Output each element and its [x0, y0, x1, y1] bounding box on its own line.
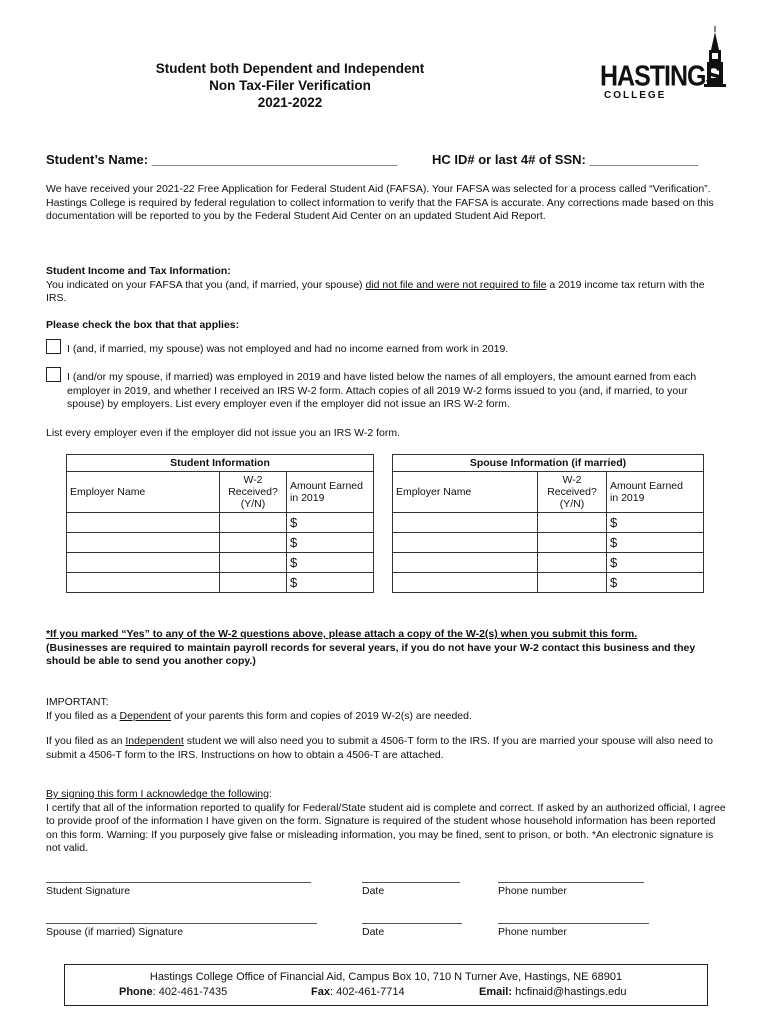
option-1-text: I (and, if married, my spouse) was not employed and had no income earned from work in 2019. [67, 343, 509, 355]
student-signature-label: Student Signature [46, 885, 131, 897]
employer-cell[interactable] [393, 573, 538, 593]
list-note: List every employer even if the employer did not issue you an IRS W-2 form. [46, 427, 401, 439]
independent-text: If you filed as an Independent student we will also need you to submit a 4506-T form to the IRS. If you are married your spouse will also need to submit a 4506-T form to the IRS. Instructions on how to obtain a 4506-T are attached. [46, 735, 713, 761]
signing-section: By signing this form I acknowledge the following: I certify that all of the information reported to qualify for Federal/State student aid is complete and correct. If asked by an authorized official, I agree to provide proof of the information I have given on the form. Signature is required of the student whose household information has been reported on this form. Warning: If you purposely give false or misleading information, you may be fined, sent to prison, or both. *An electronic signature is not valid. [46, 788, 726, 854]
table-row [393, 513, 704, 533]
phone-label: Phone number [498, 926, 567, 938]
col-employer-name: Employer Name [393, 472, 538, 513]
amount-cell[interactable]: $ [287, 553, 374, 573]
important-heading: IMPORTANT: [46, 696, 109, 708]
amount-cell[interactable]: $ [287, 573, 374, 593]
w2-cell[interactable] [220, 533, 287, 553]
w2-cell[interactable] [538, 533, 607, 553]
page-title [120, 60, 460, 111]
date-label: Date [362, 926, 385, 938]
employer-cell[interactable] [67, 573, 220, 593]
table-row [67, 533, 374, 553]
footer-fax: Fax: 402-461-7714 [311, 986, 405, 998]
logo-college: COLLEGE [604, 90, 667, 101]
student-id-field[interactable]: HC ID# or last 4# of SSN: _______________ [432, 152, 698, 167]
option-2-text: I (and/or my spouse, if married) was employed in 2019 and have listed below the names of all employers, the amount earned from each employer in 2019, and whether I received an IRS W-2 form. Attach copies of all 2019 W-2 forms issued to you (and, if married, to your spouse) by employers. List every employer even if the employer did not issue an IRS W-2 form. [67, 371, 697, 410]
amount-cell[interactable]: $ [607, 513, 704, 533]
col-amount-earned: Amount Earned in 2019 [607, 472, 704, 513]
col-w2-received: W-2 Received? (Y/N) [220, 472, 287, 513]
w2-cell[interactable] [538, 513, 607, 533]
w2-cell[interactable] [220, 573, 287, 593]
spouse-signature-line[interactable] [46, 923, 317, 924]
title-line-2: Non Tax-Filer Verification [209, 78, 371, 93]
check-heading: Please check the box that that applies: [46, 319, 240, 331]
date-label: Date [362, 885, 385, 897]
employer-cell[interactable] [393, 553, 538, 573]
col-employer-name: Employer Name [67, 472, 220, 513]
logo-wordmark: HASTINGS [600, 60, 722, 93]
student-date-line[interactable] [362, 882, 460, 883]
student-signature-line[interactable] [46, 882, 311, 883]
income-heading: Student Income and Tax Information: [46, 265, 231, 277]
student-table-title: Student Information [67, 455, 374, 472]
employer-cell[interactable] [67, 513, 220, 533]
table-row [67, 513, 374, 533]
dependent-text: If you filed as a Dependent of your parents this form and copies of 2019 W-2(s) are needed. [46, 709, 472, 722]
student-phone-line[interactable] [498, 882, 644, 883]
amount-cell[interactable]: $ [607, 573, 704, 593]
table-row [67, 553, 374, 573]
contact-footer [64, 964, 708, 1006]
table-row [393, 553, 704, 573]
signing-text: I certify that all of the information reported to qualify for Federal/State student aid is complete and correct. If asked by an authorized official, I agree to provide proof of the information I have given on the form. Signature is required of the student whose household information has been reported on this form. Warning: If you purposely give false or misleading information, you may be fined, sent to prison, or both. *An electronic signature is not valid. [46, 801, 726, 854]
amount-cell[interactable]: $ [287, 533, 374, 553]
table-row [393, 533, 704, 553]
amount-cell[interactable]: $ [607, 553, 704, 573]
amount-cell[interactable]: $ [287, 513, 374, 533]
title-line-1: Student both Dependent and Independent [155, 61, 425, 76]
employer-cell[interactable] [393, 513, 538, 533]
w2-cell[interactable] [220, 553, 287, 573]
spouse-phone-line[interactable] [498, 923, 649, 924]
signing-heading: By signing this form I acknowledge the following [46, 788, 269, 800]
student-employer-table [66, 454, 374, 593]
employer-cell[interactable] [393, 533, 538, 553]
income-text: You indicated on your FAFSA that you (and, if married, your spouse) did not file and were not required to file a 2019 income tax return with the IRS. [46, 278, 705, 304]
table-row [67, 573, 374, 593]
employer-cell[interactable] [67, 553, 220, 573]
intro-paragraph: We have received your 2021-22 Free Application for Federal Student Aid (FAFSA). Your FAFSA was selected for a process called “Verification”. Hastings College is required by federal regulation to collect information to verify that the FAFSA is accurate. Any corrections made based on this documentation will be reported to you by the Federal Student Aid Center on an updated Student Aid Report. [46, 183, 714, 222]
student-name-field[interactable]: Student’s Name: __________________________________ [46, 152, 398, 167]
table-row [393, 573, 704, 593]
w2-cell[interactable] [220, 513, 287, 533]
employer-cell[interactable] [67, 533, 220, 553]
spouse-date-line[interactable] [362, 923, 462, 924]
amount-cell[interactable]: $ [607, 533, 704, 553]
hastings-logo [600, 26, 730, 106]
w2-notice [46, 628, 726, 669]
option-1-checkbox[interactable] [46, 339, 61, 354]
spouse-signature-label: Spouse (if married) Signature [46, 926, 184, 938]
col-amount-earned: Amount Earned in 2019 [287, 472, 374, 513]
col-w2-received: W-2 Received? (Y/N) [538, 472, 607, 513]
identity-line [46, 152, 736, 167]
spouse-employer-table [392, 454, 704, 593]
w2-notice-line1: *If you marked “Yes” to any of the W-2 questions above, please attach a copy of the W-2(s) when you submit this form. [46, 628, 638, 640]
important-section [46, 696, 726, 723]
footer-phone: Phone: 402-461-7435 [119, 986, 228, 998]
w2-notice-line2: (Businesses are required to maintain payroll records for several years, if you do not have your W-2 contact this business and they should be able to send you another copy.) [46, 641, 696, 667]
phone-label: Phone number [498, 885, 567, 897]
w2-cell[interactable] [538, 553, 607, 573]
footer-email[interactable]: Email: hcfinaid@hastings.edu [479, 986, 627, 998]
office-address: Hastings College Office of Financial Aid, Campus Box 10, 710 N Turner Ave, Hastings, NE 68901 [149, 971, 623, 983]
option-2-checkbox[interactable] [46, 367, 61, 382]
title-line-3: 2021-2022 [257, 95, 323, 110]
w2-cell[interactable] [538, 573, 607, 593]
spouse-table-title: Spouse Information (if married) [393, 455, 704, 472]
income-section [46, 265, 726, 306]
